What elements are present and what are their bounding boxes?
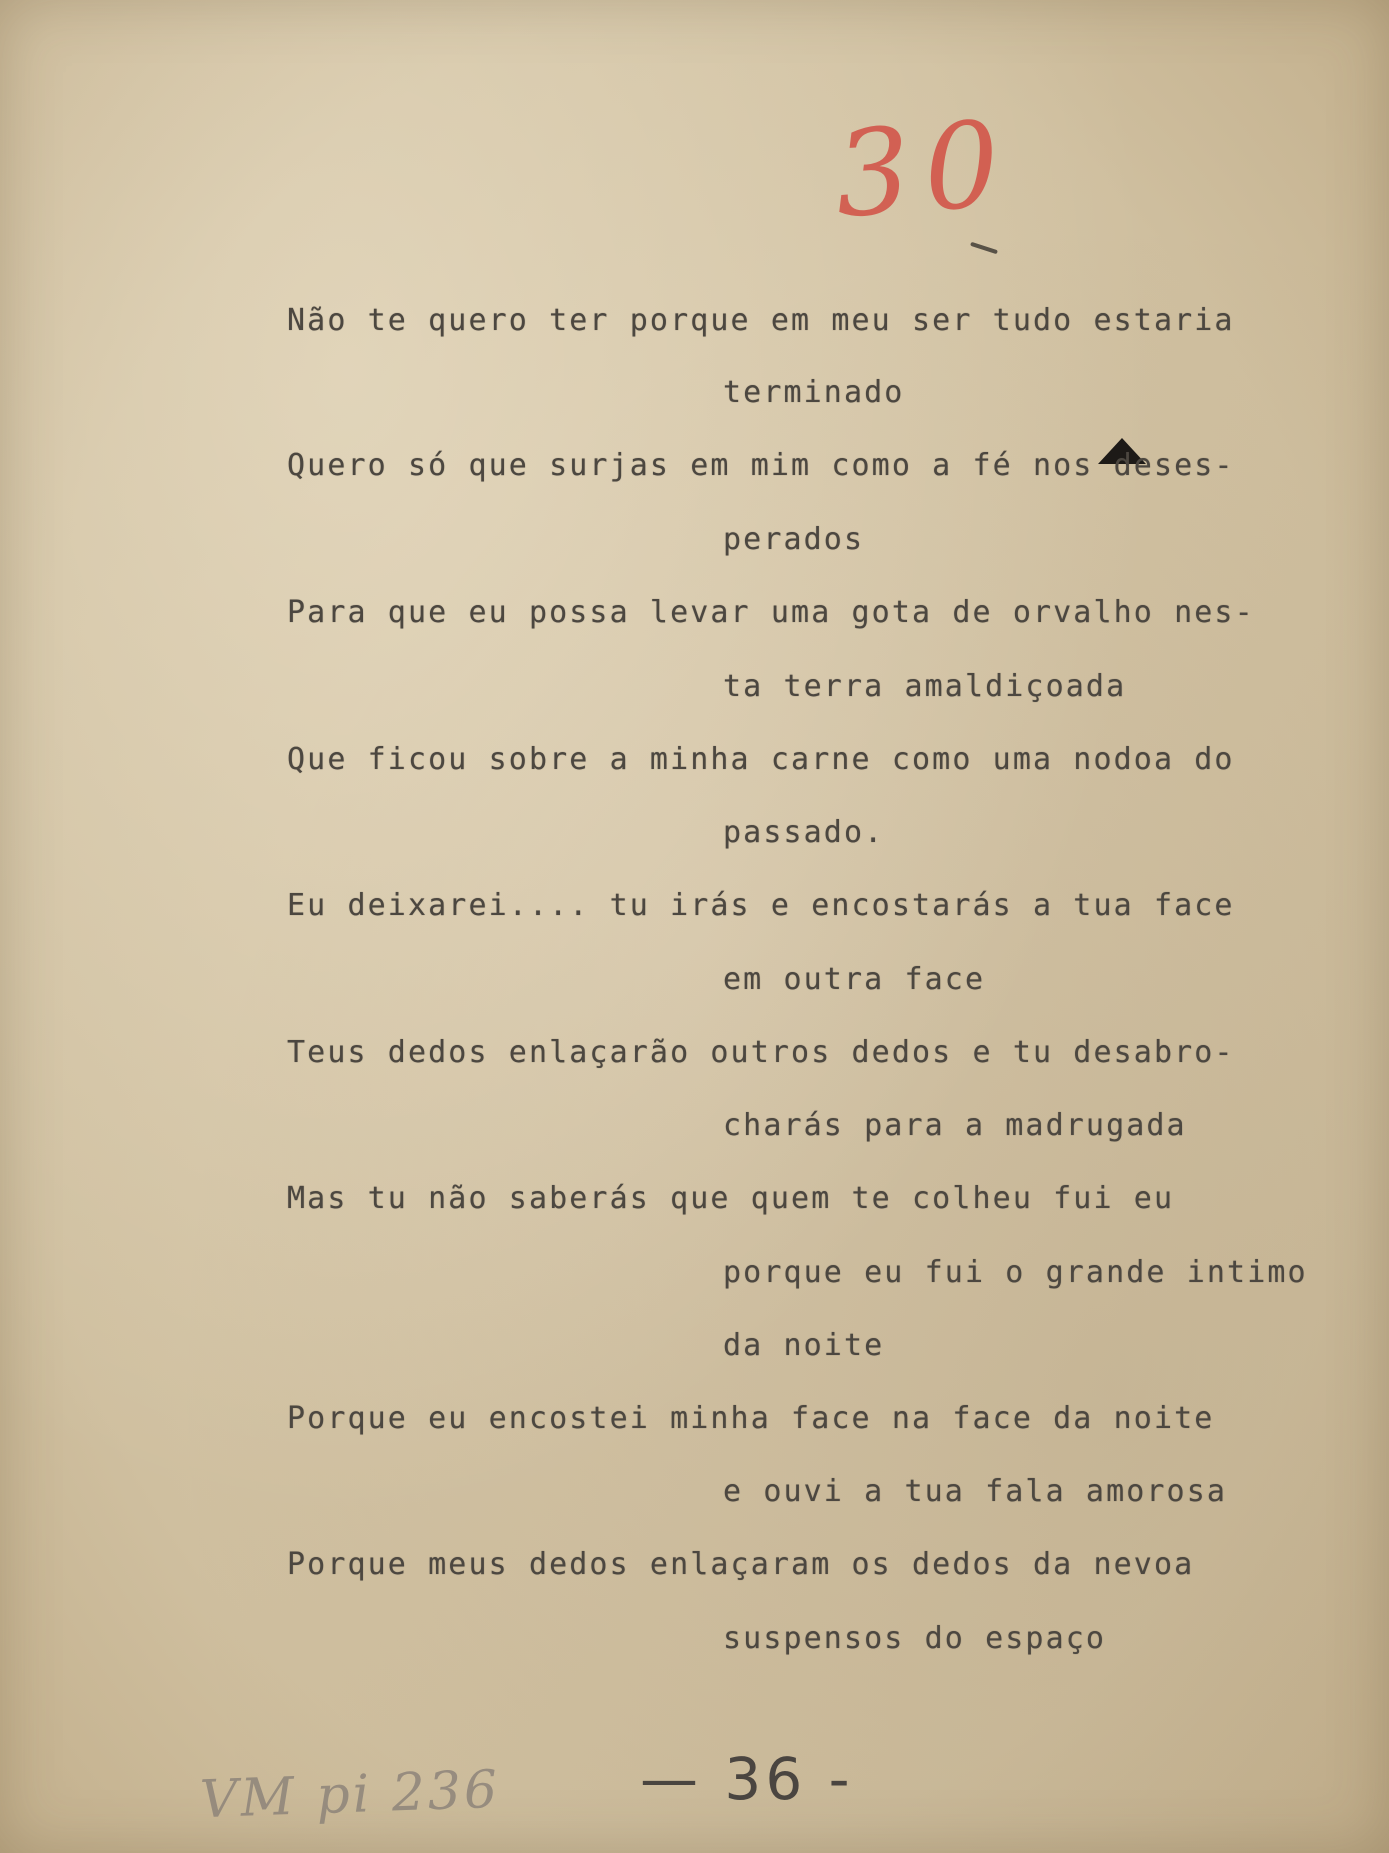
poem-line-continuation: e ouvi a tua fala amorosa — [723, 1474, 1228, 1509]
poem-line: Porque meus dedos enlaçaram os dedos da nevoa — [287, 1547, 1195, 1582]
archive-call-number: VM pi 236 — [199, 1759, 501, 1831]
poem-line: Mas tu não saberás que quem te colheu fui eu — [287, 1181, 1175, 1216]
poem-line: Porque eu encostei minha face na face da noite — [287, 1401, 1215, 1436]
poem-line: Teus dedos enlaçarão outros dedos e tu desabro- — [287, 1035, 1235, 1070]
poem-line: Para que eu possa levar uma gota de orvalho nes- — [287, 595, 1255, 630]
poem-line-continuation: suspensos do espaço — [723, 1621, 1107, 1656]
poem-line-continuation: charás para a madrugada — [723, 1108, 1187, 1143]
poem-line-continuation: da noite — [723, 1328, 885, 1363]
poem-line-continuation: em outra face — [723, 962, 986, 997]
poem-line-continuation: perados — [723, 522, 865, 557]
page-number: — 36 - — [640, 1745, 854, 1813]
poem-line-continuation: ta terra amaldiçoada — [723, 669, 1127, 704]
poem-line: Quero só que surjas em mim como a fé nos deses- — [287, 448, 1235, 483]
poem-line-continuation: passado. — [723, 815, 885, 850]
poem-line: Eu deixarei.... tu irás e encostarás a tua face — [287, 888, 1235, 923]
folio-number: 30 — [830, 93, 1018, 245]
poem-line-continuation: terminado — [723, 375, 905, 410]
poem-line-continuation: porque eu fui o grande intimo — [723, 1255, 1308, 1290]
poem-line: Que ficou sobre a minha carne como uma nodoa do — [287, 742, 1235, 777]
poem-line: Não te quero ter porque em meu ser tudo estaria — [287, 303, 1235, 338]
